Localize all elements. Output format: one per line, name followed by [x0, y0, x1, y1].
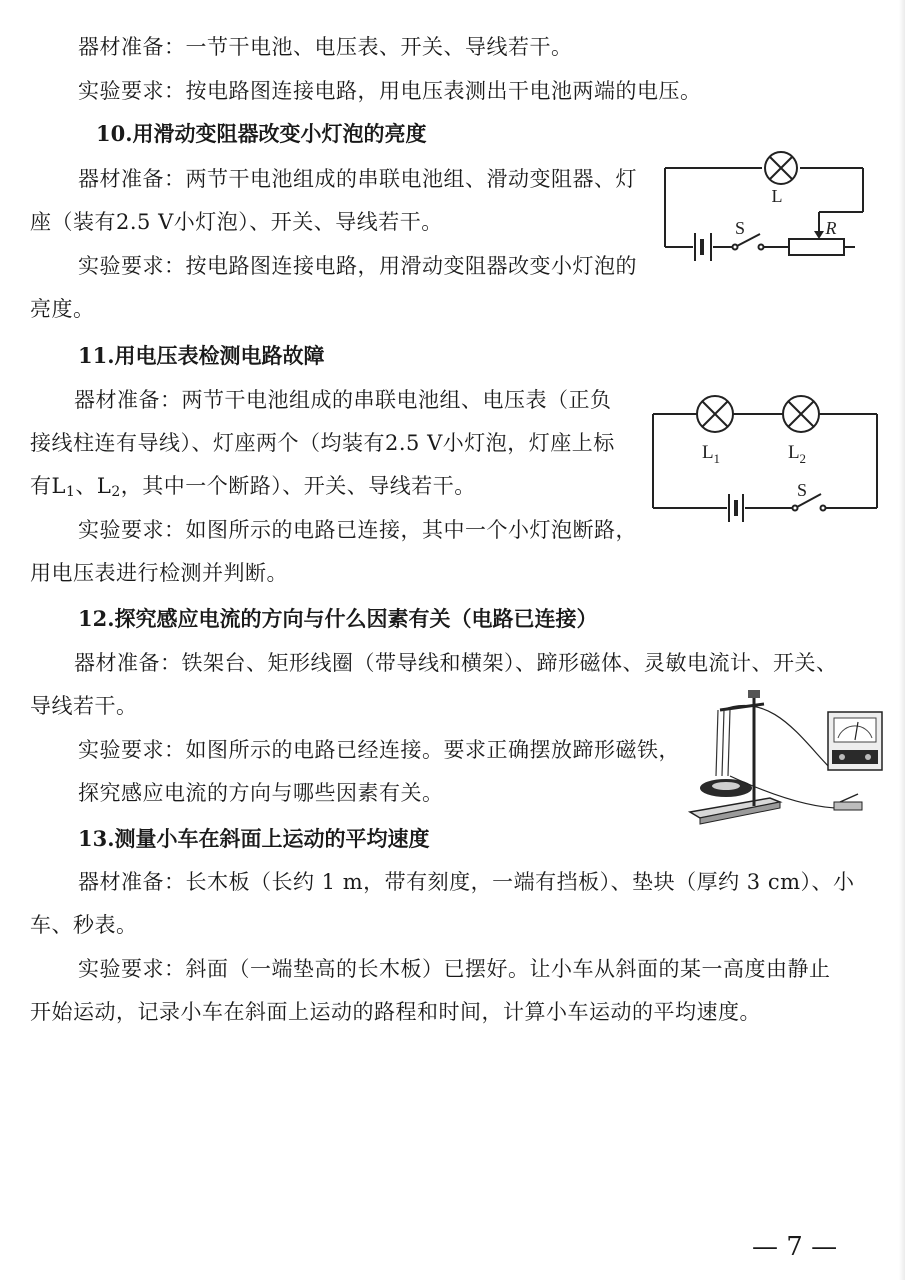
lamp-icon — [697, 396, 733, 432]
section12-equipment-text1: 铁架台、矩形线圈（带导线和横架）、蹄形磁体、灵敏电流计、开关、 — [181, 651, 838, 675]
section11-requirement-text1: 如图所示的电路已连接，其中一个小灯泡断路， — [185, 518, 637, 542]
section13-requirement-line1 — [78, 954, 831, 984]
section13-equipment-label: 器材准备： — [78, 870, 186, 894]
page-number: — 7 — — [752, 1232, 838, 1262]
figure-rheostat-circuit — [655, 140, 865, 275]
galvanometer-icon — [828, 712, 882, 770]
section12-requirement-text1: 如图所示的电路已经连接。要求正确摆放蹄形磁铁， — [185, 738, 680, 762]
switch-icon — [834, 794, 862, 810]
section11-equipment-line1 — [74, 385, 612, 415]
lamp1-sub: 1 — [713, 451, 721, 466]
section10-title: 10.用滑动变阻器改变小灯泡的亮度 — [96, 121, 427, 146]
lamp2-label — [788, 442, 806, 466]
section10-requirement-label: 实验要求： — [78, 254, 186, 278]
section13-requirement-text1: 斜面（一端垫高的长木板）已摆好。让小车从斜面的某一高度由静止 — [185, 957, 831, 981]
section10-requirement-line2: 亮度。 — [30, 297, 95, 321]
section12-equipment-line2: 导线若干。 — [30, 694, 138, 718]
section12-equipment-label: 器材准备： — [74, 651, 182, 675]
section11-sub2: 2 — [111, 484, 121, 500]
intro-equipment-text: 一节干电池、电压表、开关、导线若干。 — [185, 35, 573, 59]
intro-equipment-label: 器材准备： — [78, 35, 186, 59]
section13-requirement-label: 实验要求： — [78, 957, 186, 981]
figure-induction-apparatus — [682, 680, 887, 830]
switch-label: S — [796, 480, 808, 500]
section12-requirement-line1 — [78, 735, 680, 765]
section13-equipment-line2: 车、秒表。 — [30, 913, 138, 937]
section10-equipment-label: 器材准备： — [78, 167, 186, 191]
intro-requirement-text: 按电路图连接电路，用电压表测出干电池两端的电压。 — [185, 79, 702, 103]
switch-label: S — [734, 218, 746, 238]
section10-equipment-line1 — [78, 164, 637, 194]
rheostat-icon — [789, 239, 844, 255]
coil-icon — [716, 710, 730, 776]
section10-equipment-line2: 座（装有2.5 V小灯泡）、开关、导线若干。 — [30, 210, 443, 234]
section12-requirement-label: 实验要求： — [78, 738, 186, 762]
section11-requirement-line1 — [78, 515, 637, 545]
figure-two-lamp-circuit — [645, 390, 885, 530]
lamp-icon — [783, 396, 819, 432]
section13-title: 13.测量小车在斜面上运动的平均速度 — [78, 826, 430, 851]
section12-equipment-line1 — [74, 648, 838, 678]
section11-equipment-label: 器材准备： — [74, 388, 182, 412]
section11-equipment-text1: 两节干电池组成的串联电池组、电压表（正负 — [181, 388, 612, 412]
section11-requirement-line2: 用电压表进行检测并判断。 — [30, 561, 288, 585]
section11-text-a: 有L — [30, 474, 66, 498]
lamp-label: L — [771, 186, 783, 206]
intro-equipment — [78, 32, 573, 62]
intro-requirement — [78, 76, 702, 106]
slider-arrow-icon — [814, 231, 824, 239]
section12-requirement-line2: 探究感应电流的方向与哪些因素有关。 — [78, 781, 444, 805]
section11-text-c: ，其中一个断路）、开关、导线若干。 — [120, 474, 476, 498]
page-edge-shadow — [899, 0, 905, 1280]
battery-icon — [729, 494, 743, 522]
lamp1-letter: L — [701, 442, 714, 463]
section11-text-b: 、L — [75, 474, 112, 498]
section12-title: 12.探究感应电流的方向与什么因素有关（电路已连接） — [78, 606, 598, 631]
lamp2-sub: 2 — [799, 451, 807, 466]
section11-sub1: 1 — [65, 484, 76, 500]
lamp2-letter: L — [787, 442, 800, 463]
lamp1-label — [702, 442, 720, 466]
rheostat-label: R — [825, 218, 837, 238]
intro-requirement-label: 实验要求： — [78, 79, 186, 103]
section11-equipment-line3 — [30, 471, 476, 507]
section13-equipment-line1 — [78, 867, 855, 897]
battery-icon — [695, 233, 711, 261]
section13-equipment-text1: 长木板（长约 1 m，带有刻度，一端有挡板）、垫块（厚约 3 cm）、小 — [185, 870, 855, 894]
section10-equipment-text1: 两节干电池组成的串联电池组、滑动变阻器、灯 — [185, 167, 637, 191]
section11-equipment-line2: 接线柱连有导线）、灯座两个（均装有2.5 V小灯泡，灯座上标 — [30, 431, 615, 455]
section13-requirement-line2: 开始运动，记录小车在斜面上运动的路程和时间，计算小车运动的平均速度。 — [30, 1000, 761, 1024]
lamp-icon — [765, 152, 797, 184]
section11-requirement-label: 实验要求： — [78, 518, 186, 542]
section11-title: 11.用电压表检测电路故障 — [78, 343, 325, 368]
section10-requirement-text1: 按电路图连接电路，用滑动变阻器改变小灯泡的 — [185, 254, 637, 278]
section10-requirement-line1 — [78, 251, 637, 281]
